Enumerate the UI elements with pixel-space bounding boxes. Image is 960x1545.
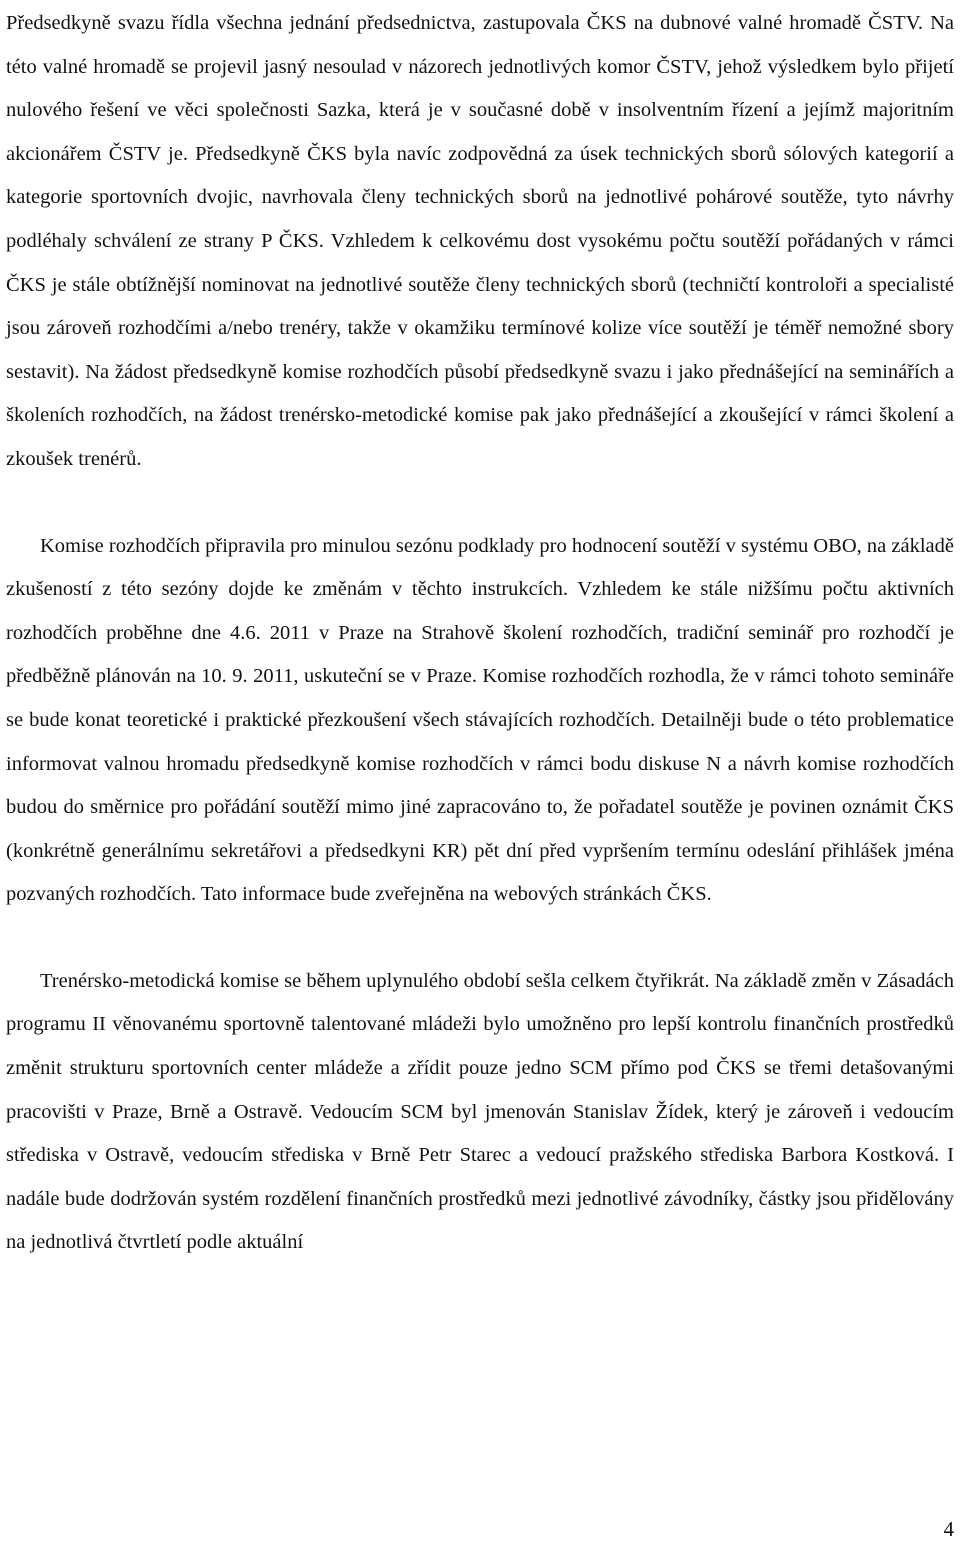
- page-number: 4: [943, 1517, 954, 1541]
- paragraph-spacer: [6, 917, 954, 960]
- paragraph-chairwoman-activities: Předsedkyně svazu řídla všechna jednání předsednictva, zastupovala ČKS na dubnové valné hromadě ČSTV. Na této valné hromadě se projevil jasný nesoulad v názorech jednotlivých komor ČSTV, jehož výsledkem bylo přijetí nulového řešení ve věci společnosti Sazka, která je v současné době v insolventním řízení a jejímž majoritním akcionářem ČSTV je. Předsedkyně ČKS byla navíc zodpovědná za úsek technických sborů sólových kategorií a kategorie sportovních dvojic, navrhovala členy technických sborů na jednotlivé pohárové soutěže, tyto návrhy podléhaly schválení ze strany P ČKS. Vzhledem k celkovému dost vysokému počtu soutěží pořádaných v rámci ČKS je stále obtížnější nominovat na jednotlivé soutěže členy technických sborů (techničtí kontroloři a specialisté jsou zároveň rozhodčími a/nebo trenéry, takže v okamžiku termínové kolize více soutěží je téměř nemožné sbory sestavit). Na žádost předsedkyně komise rozhodčích působí předsedkyně svazu i jako přednášející na seminářích a školeních rozhodčích, na žádost trenérsko-metodické komise pak jako přednášející a zkoušející v rámci školení a zkoušek trenérů.: [6, 12, 954, 470]
- paragraph-coaching-commission: Trenérsko-metodická komise se během uplynulého období sešla celkem čtyřikrát. Na základě změn v Zásadách programu II věnovanému sportovně talentované mládeži bylo umožněno pro lepší kontrolu finančních prostředků změnit strukturu sportovních center mládeže a zřídit pouze jedno SCM přímo pod ČKS se třemi detašovanými pracovišti v Praze, Brně a Ostravě. Vedoucím SCM byl jmenován Stanislav Žídek, který je zároveň i vedoucím střediska v Ostravě, vedoucím střediska v Brně Petr Starec a vedoucí pražského střediska Barbora Kostková. I nadále bude dodržován systém rozdělení finančních prostředků mezi jednotlivé závodníky, částky jsou přidělovány na jednotlivá čtvrtletí podle aktuální: [6, 969, 954, 1254]
- document-page: [6, 2, 954, 1265]
- paragraph-judges-commission: Komise rozhodčích připravila pro minulou sezónu podklady pro hodnocení soutěží v systému OBO, na základě zkušeností z této sezóny dojde ke změnám v těchto instrukcích. Vzhledem ke stále nižšímu počtu aktivních rozhodčích proběhne dne 4.6. 2011 v Praze na Strahově školení rozhodčích, tradiční seminář pro rozhodčí je předběžně plánován na 10. 9. 2011, uskuteční se v Praze. Komise rozhodčích rozhodla, že v rámci tohoto semináře se bude konat teoretické i praktické přezkoušení všech stávajících rozhodčích. Detailněji bude o této problematice informovat valnou hromadu předsedkyně komise rozhodčích v rámci bodu diskuse N a návrh komise rozhodčích budou do směrnice pro pořádání soutěží mimo jiné zapracováno to, že pořadatel soutěže je povinen oznámit ČKS (konkrétně generálnímu sekretářovi a předsedkyni KR) pět dní před vypršením termínu odeslání přihlášek jména pozvaných rozhodčích. Tato informace bude zveřejněna na webových stránkách ČKS.: [6, 534, 954, 906]
- paragraph-spacer: [6, 482, 954, 525]
